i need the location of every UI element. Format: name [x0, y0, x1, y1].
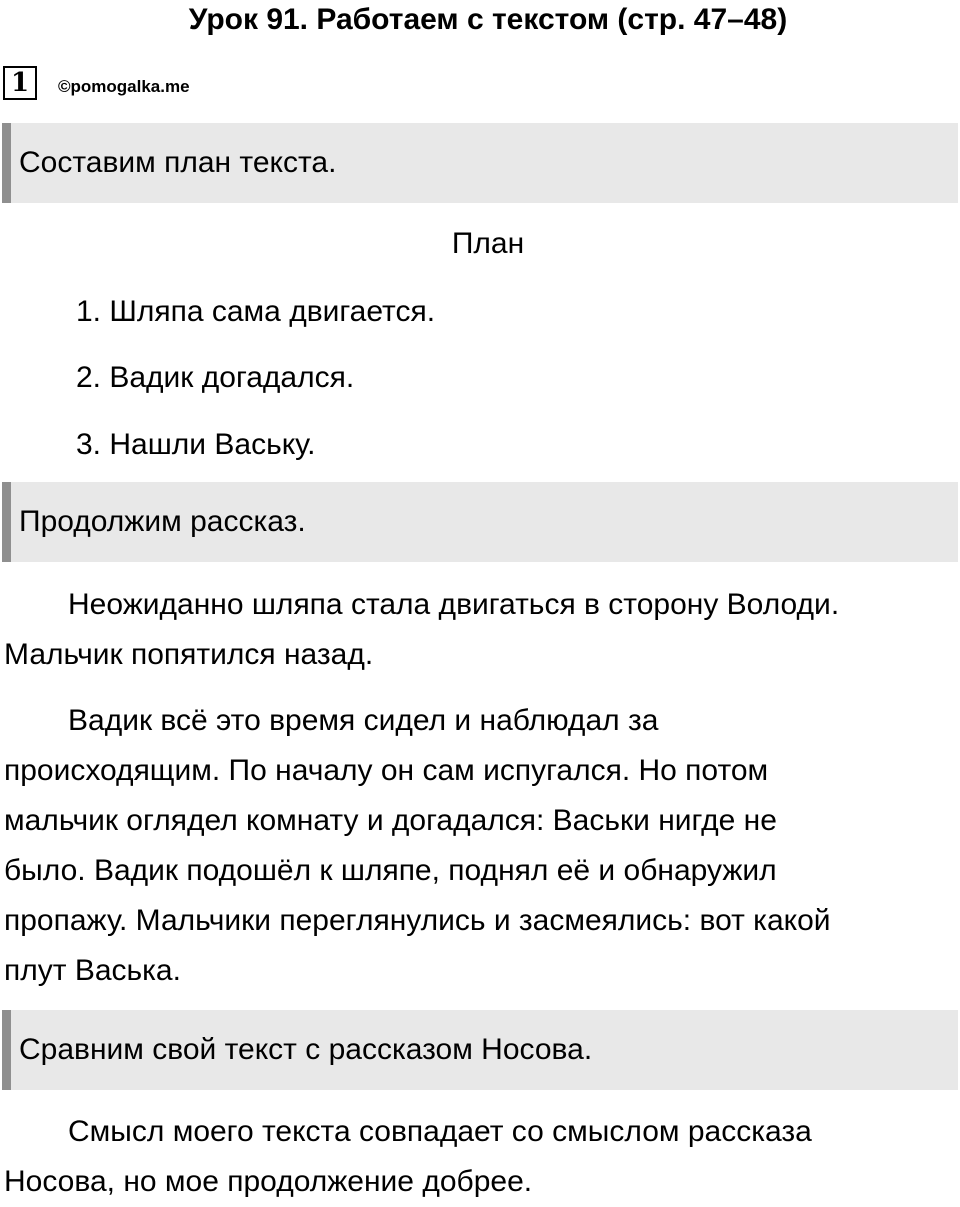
- plan-heading: План: [451, 227, 525, 260]
- text-line: пропажу. Мальчики переглянулись и засмеялись: вот какой: [4, 904, 831, 937]
- plan-item: 1. Шляпа сама двигается.: [76, 295, 436, 328]
- compare-paragraph: [4, 1107, 960, 1207]
- text-line: Носова, но мое продолжение добрее.: [4, 1165, 533, 1198]
- section-header-compare: Сравним свой текст с рассказом Носова.: [2, 1010, 958, 1090]
- section-header-continue: Продолжим рассказ.: [2, 482, 958, 562]
- story-paragraph-2: [4, 696, 960, 996]
- text-line: Вадик всё это время сидел и наблюдал за: [68, 704, 659, 737]
- plan-item: 3. Нашли Ваську.: [76, 428, 316, 461]
- text-line: плут Васька.: [4, 954, 181, 987]
- text-line: Мальчик попятился назад.: [4, 638, 374, 671]
- page-title: Урок 91. Работаем с текстом (стр. 47–48): [188, 3, 788, 36]
- text-line: мальчик оглядел комнату и догадался: Васьки нигде не: [4, 804, 777, 837]
- task-number-badge: 1: [3, 66, 37, 100]
- text-line: Смысл моего текста совпадает со смыслом рассказа: [68, 1115, 812, 1148]
- text-line: было. Вадик подошёл к шляпе, поднял её и обнаружил: [4, 854, 777, 887]
- section-header-plan: Составим план текста.: [2, 123, 958, 203]
- text-line: Неожиданно шляпа стала двигаться в сторону Володи.: [68, 588, 840, 621]
- plan-item: 2. Вадик догадался.: [76, 361, 355, 394]
- story-paragraph-1: [4, 580, 960, 680]
- text-line: происходящим. По началу он сам испугался. Но потом: [4, 754, 769, 787]
- watermark: ©pomogalka.me: [58, 77, 190, 96]
